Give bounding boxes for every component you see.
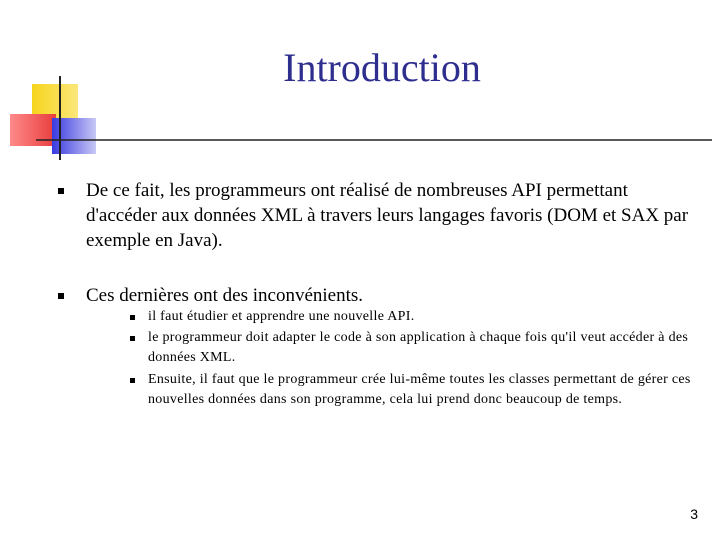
page-number: 3 [690, 506, 698, 522]
bullet-square-icon [58, 188, 64, 194]
sub-bullet-square-icon [130, 315, 135, 320]
bullet-item-1 [58, 178, 698, 256]
sub-bullet-item-3 [130, 370, 715, 410]
deco-red-square [10, 114, 56, 146]
deco-blue-square [52, 118, 96, 154]
sub-bullet-square-icon [130, 336, 135, 341]
bullet-text: Ces dernières ont des inconvénients. [86, 285, 364, 306]
slide-title: Introduction [283, 45, 481, 90]
sub-bullet-text: Ensuite, il faut que le programmeur crée lui-même toutes les classes permettant de gérer ces nouvelles données dans son programme, cela lui prend donc beaucoup de temps. [148, 372, 691, 407]
sub-bullet-text: il faut étudier et apprendre une nouvelle API. [148, 309, 415, 324]
sub-bullet-square-icon [130, 378, 135, 383]
sub-bullet-text: le programmeur doit adapter le code à son application à chaque fois qu'il veut accéder à des données XML. [148, 330, 689, 365]
bullet-item-2 [58, 283, 698, 309]
sub-bullet-item-2 [130, 328, 715, 368]
bullet-square-icon [58, 293, 64, 299]
bullet-text: De ce fait, les programmeurs ont réalisé de nombreuses API permettant d'accéder aux données XML à travers leurs langages favoris (DOM et SAX par exemple en Java). [86, 180, 689, 251]
sub-bullet-item-1 [130, 307, 715, 327]
